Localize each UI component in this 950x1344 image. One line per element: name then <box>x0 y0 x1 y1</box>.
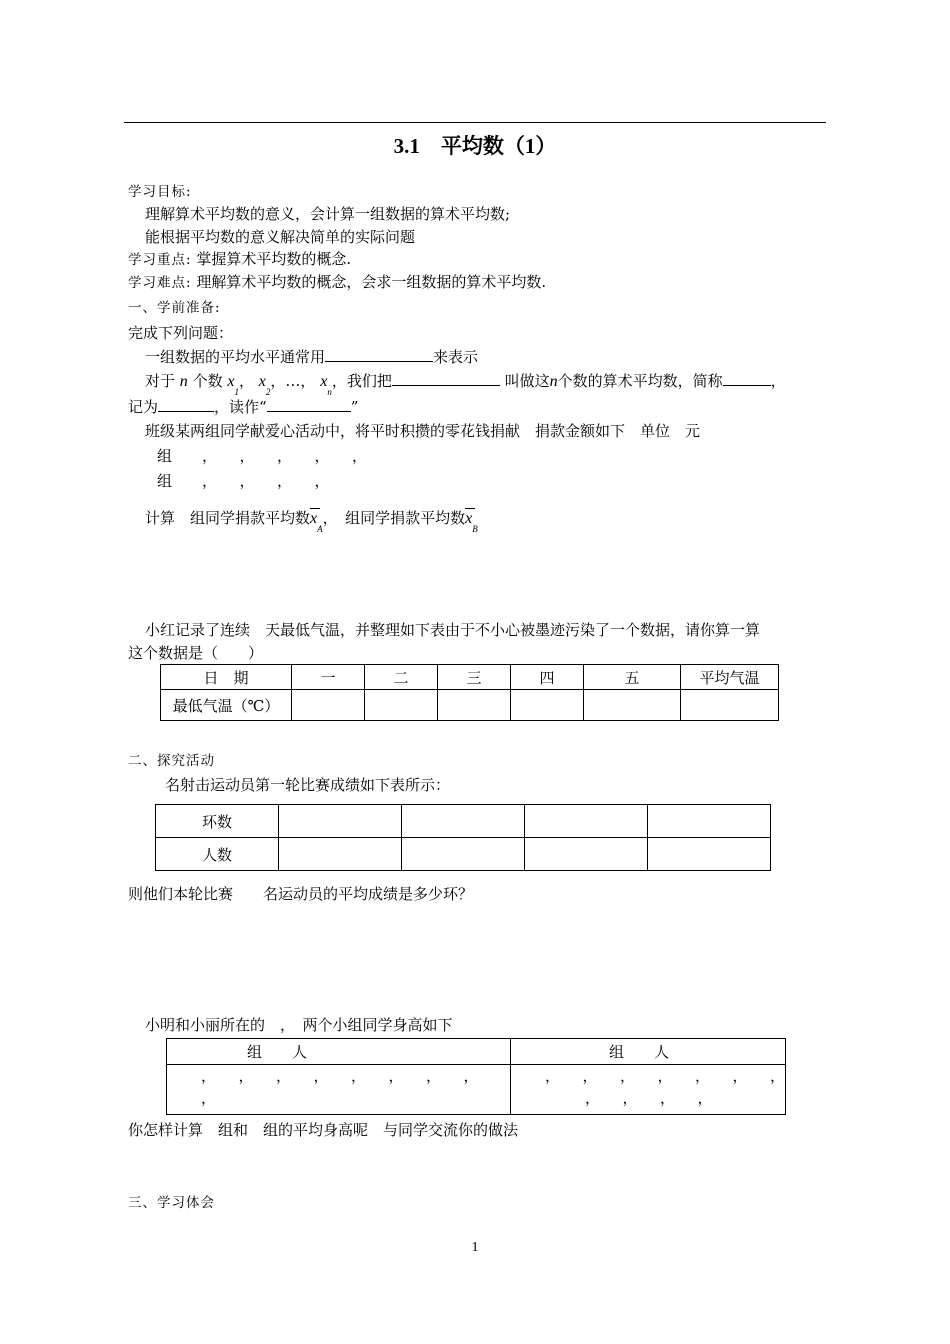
page-number: 1 <box>471 1240 479 1255</box>
q2-text: ，我们把 <box>331 372 392 390</box>
objective-2: 能根据平均数的意义解决简单的实际问题 <box>145 228 416 246</box>
height-question: 你怎样计算 组和 组的平均身高呢 与同学交流你的做法 <box>128 1121 519 1139</box>
q2-blank-reading[interactable] <box>267 397 351 412</box>
table-cell[interactable] <box>279 805 402 838</box>
section-3-heading: 三、学习体会 <box>128 1195 215 1211</box>
difficulty-line <box>128 271 546 292</box>
q2-blank-expression[interactable] <box>392 371 500 386</box>
section-1-heading: 一、学前准备: <box>128 300 221 316</box>
table-cell[interactable] <box>402 838 525 871</box>
table-row-label: 环数 <box>156 805 279 838</box>
difficulty-label: 学习难点: <box>128 275 192 291</box>
table-cell[interactable] <box>584 690 681 721</box>
q2-text: ” <box>350 398 359 416</box>
question-3: 班级某两组同学献爱心活动中，将平时积攒的零花钱捐献 捐款金额如下 单位 元 <box>145 422 701 440</box>
shooting-question: 则他们本轮比赛 名运动员的平均成绩是多少环？ <box>128 885 474 903</box>
objectives-label: 学习目标: <box>128 184 192 200</box>
q3-calc-text: 计算 组同学捐款平均数 <box>145 509 311 527</box>
table-row-label: 最低气温（℃） <box>161 690 292 721</box>
table-header-cell: 日 期 <box>161 665 292 690</box>
q2-text: 个数的算术平均数，简称 <box>557 372 723 390</box>
question-4-line-2: 这个数据是（ ） <box>128 644 264 662</box>
difficulty-text: 理解算术平均数的概念，会求一组数据的算术平均数. <box>196 273 547 291</box>
xn-subscript: n <box>327 387 332 397</box>
table-header-cell: 三 <box>438 665 511 690</box>
x2-symbol: x <box>258 373 266 390</box>
table-cell[interactable] <box>438 690 511 721</box>
q3-group-b-amounts: 组 ， ， ， ， <box>157 472 330 490</box>
table-header-cell: 五 <box>584 665 681 690</box>
table-cell[interactable] <box>525 838 648 871</box>
table-cell[interactable] <box>525 805 648 838</box>
q2-blank-abbrev[interactable] <box>723 371 771 386</box>
table-cell[interactable] <box>648 838 771 871</box>
x1-subscript: 1 <box>234 387 239 397</box>
header-rule <box>124 122 826 123</box>
x-bar-symbol: x <box>465 510 473 527</box>
group-a-line-1: ， ， ， ， ， ， ， ， <box>201 1067 479 1085</box>
q1-blank[interactable] <box>325 347 433 362</box>
group-a-heights <box>167 1065 511 1115</box>
comma: ， <box>238 372 254 390</box>
table-cell[interactable] <box>402 805 525 838</box>
question-1 <box>145 346 478 367</box>
q2-blank-notation[interactable] <box>158 397 214 412</box>
focus-line <box>128 248 351 269</box>
q1-text-before: 一组数据的平均水平通常用 <box>145 348 326 366</box>
q1-text-after: 来表示 <box>433 348 479 366</box>
subscript-b: B <box>472 524 478 534</box>
x1-symbol: x <box>227 373 235 390</box>
table-cell[interactable] <box>279 838 402 871</box>
group-a-line-2: ， <box>201 1089 217 1107</box>
x-bar-symbol: x <box>310 510 318 527</box>
question-4-line-1: 小红记录了连续 天最低气温，并整理如下表由于不小心被墨迹污染了一个数据，请你算一算 <box>145 621 761 639</box>
comma: ， <box>300 372 316 390</box>
q2-text: 叫做这 <box>504 372 550 390</box>
subscript-a: A <box>317 524 323 534</box>
table-cell[interactable] <box>292 690 365 721</box>
shooting-intro: 名射击运动员第一轮比赛成绩如下表所示： <box>165 776 451 794</box>
group-b-heights <box>510 1065 785 1115</box>
table-cell[interactable] <box>511 690 584 721</box>
comma: ， <box>270 372 286 390</box>
table-row-label: 人数 <box>156 838 279 871</box>
table-header-cell: 四 <box>511 665 584 690</box>
q2-text: 个数 <box>192 372 223 390</box>
height-intro: 小明和小丽所在的 ， 两个小组同学身高如下 <box>145 1016 453 1034</box>
temperature-table <box>160 664 779 721</box>
x2-subscript: 2 <box>265 387 271 397</box>
xn-symbol: x <box>320 373 328 390</box>
complete-prompt: 完成下列问题： <box>128 324 234 342</box>
q2-text: ， <box>770 372 786 390</box>
q2-text: 记为 <box>128 398 159 416</box>
height-table <box>166 1038 786 1115</box>
section-2-heading: 二、探究活动 <box>128 753 215 769</box>
table-cell[interactable] <box>648 805 771 838</box>
q2-text: ，读作“ <box>214 398 267 416</box>
focus-text: 掌握算术平均数的概念. <box>196 250 352 268</box>
table-header-cell: 平均气温 <box>681 665 779 690</box>
q2-text: 对于 <box>145 372 176 390</box>
objective-1: 理解算术平均数的意义，会计算一组数据的算术平均数; <box>145 205 511 223</box>
table-header-cell: 一 <box>292 665 365 690</box>
question-2 <box>145 370 786 397</box>
n-symbol: n <box>549 373 558 390</box>
q3-calculation <box>145 507 478 534</box>
q3-calc-text: ， 组同学捐款平均数 <box>322 509 466 527</box>
group-b-line-1: ， ， ， ， ， ， ， <box>544 1067 785 1085</box>
shooting-table <box>155 804 771 871</box>
table-cell[interactable] <box>681 690 779 721</box>
n-symbol: n <box>179 373 188 390</box>
group-a-header: 组 人 <box>167 1039 511 1065</box>
page-title: 3.1 平均数（1） <box>393 134 557 158</box>
group-b-header: 组 人 <box>510 1039 785 1065</box>
q3-group-a-amounts: 组 ， ， ， ， ， <box>157 447 368 465</box>
table-cell[interactable] <box>365 690 438 721</box>
question-2-line-2 <box>128 396 358 417</box>
focus-label: 学习重点: <box>128 252 192 268</box>
group-b-line-2: ， ， ， ， <box>584 1089 713 1107</box>
table-header-cell: 二 <box>365 665 438 690</box>
ellipsis: … <box>285 372 301 390</box>
